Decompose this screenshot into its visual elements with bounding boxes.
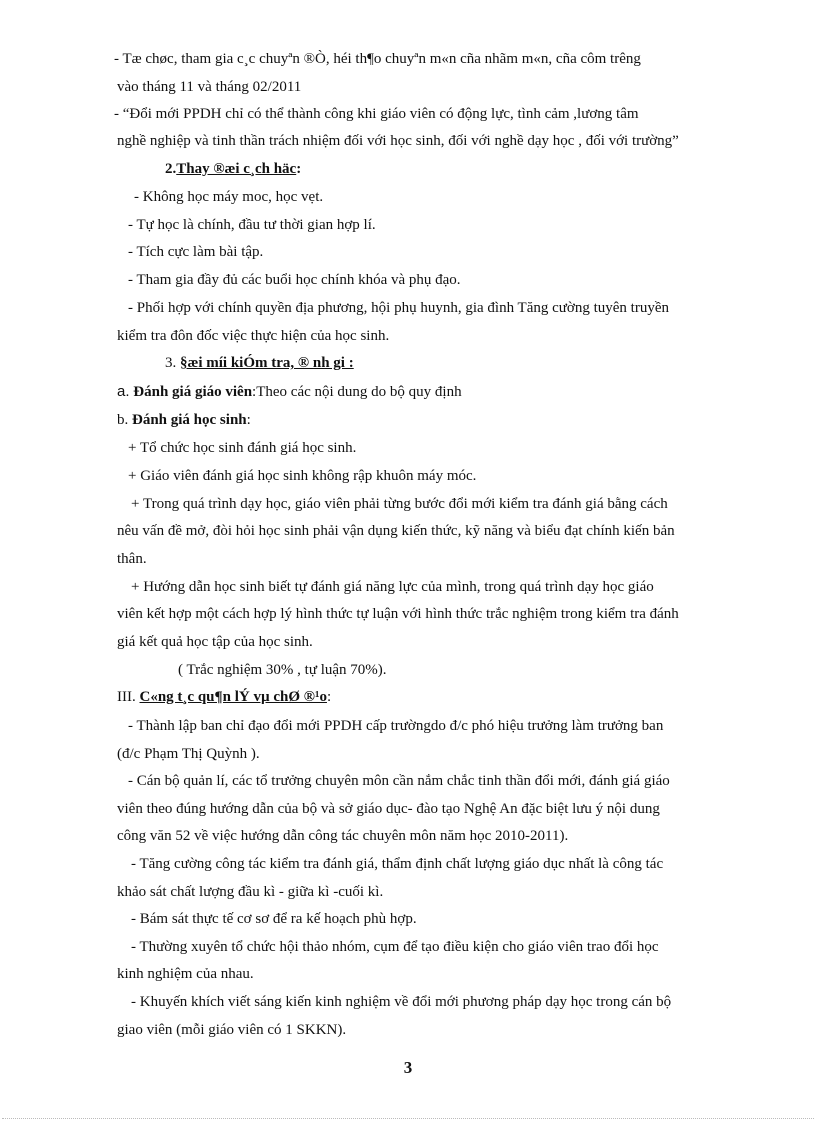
list-item: - Tích cực làm bài tập. <box>128 244 264 260</box>
subsection-title: Đánh giá học sinh <box>132 412 247 428</box>
ratio-note: ( Trắc nghiệm 30% , tự luận 70%). <box>178 662 387 678</box>
list-item: - Khuyến khích viết sáng kiến kinh nghiệm về đổi mới phương pháp dạy học trong cán bộ <box>131 994 672 1010</box>
quote-line: - “Đổi mới PPDH chỉ có thể thành công khi giáo viên có động lực, tình cảm ,lương tâm <box>114 106 639 122</box>
heading-text: §æi míi kiÓm tra, ® nh gi : <box>180 355 354 371</box>
quote-line: nghề nghiệp và tinh thần trách nhiệm đối với học sinh, đối với nghề dạy học , đối với trường” <box>117 133 679 149</box>
list-item: - Thường xuyên tổ chức hội thảo nhóm, cụm để tạo điều kiện cho giáo viên trao đổi học <box>131 939 659 955</box>
heading-colon: : <box>326 689 332 705</box>
section-2-heading <box>165 159 301 179</box>
list-item: - Tự học là chính, đầu tư thời gian hợp lí. <box>128 217 376 233</box>
paragraph-line: - Tæ chøc, tham gia c¸c chuyªn ®Ò, héi th¶o chuyªn m«n cña nhãm m«n, cña côm trêng <box>114 51 641 67</box>
list-item: - Tham gia đầy đủ các buổi học chính khóa và phụ đạo. <box>128 272 461 288</box>
list-item: + Tổ chức học sinh đánh giá học sinh. <box>128 440 357 456</box>
subsection-text: :Theo các nội dung do bộ quy định <box>252 384 462 400</box>
page-bottom-border <box>2 1118 814 1119</box>
list-item-continuation: viên kết hợp một cách hợp lý hình thức tự luận với hình thức trắc nghiệm trong kiểm tra đánh <box>117 606 679 622</box>
list-item-continuation: kiểm tra đôn đốc việc thực hiện của học sinh. <box>117 328 390 344</box>
section-iii-heading <box>117 687 331 707</box>
list-item-continuation: giá kết quả học tập của học sinh. <box>117 634 313 650</box>
list-item-continuation: công văn 52 về việc hướng dẫn công tác chuyên môn năm học 2010-2011). <box>117 828 569 844</box>
paragraph-line: vào tháng 11 và tháng 02/2011 <box>117 79 302 95</box>
list-item-continuation: (đ/c Phạm Thị Quỳnh ). <box>117 746 260 762</box>
list-item: - Phối hợp với chính quyền địa phương, hội phụ huynh, gia đình Tăng cường tuyên truyền <box>128 300 669 316</box>
list-item: + Hướng dẫn học sinh biết tự đánh giá năng lực của mình, trong quá trình dạy học giáo <box>131 579 654 595</box>
list-item: - Không học máy moc, học vẹt. <box>134 189 324 205</box>
subsection-a <box>117 382 462 402</box>
heading-colon: : <box>296 161 302 177</box>
list-item: - Cán bộ quản lí, các tổ trưởng chuyên môn cần nắm chắc tinh thần đổi mới, đánh giá giáo <box>128 773 670 789</box>
list-item-continuation: giao viên (mỗi giáo viên có 1 SKKN). <box>117 1022 347 1038</box>
list-item-continuation: kinh nghiệm của nhau. <box>117 966 254 982</box>
heading-roman: III. <box>117 689 136 705</box>
heading-text: C«ng t¸c qu¶n lÝ vµ chØ ®¹o <box>139 689 327 705</box>
list-item: + Giáo viên đánh giá học sinh không rập khuôn máy móc. <box>128 468 477 484</box>
subsection-label: b. <box>117 412 129 428</box>
list-item: - Tăng cường công tác kiểm tra đánh giá, thẩm định chất lượng giáo dục nhất là công tác <box>131 856 664 872</box>
subsection-title: Đánh giá giáo viên <box>133 384 253 400</box>
list-item-continuation: thân. <box>117 551 147 567</box>
subsection-text: : <box>246 412 251 428</box>
list-item: + Trong quá trình dạy học, giáo viên phải từng bước đổi mới kiểm tra đánh giá bằng cách <box>131 496 668 512</box>
section-3-heading <box>165 353 354 373</box>
list-item: - Thành lập ban chỉ đạo đổi mới PPDH cấp trườngdo đ/c phó hiệu trưởng làm trưởng ban <box>128 718 664 734</box>
list-item-continuation: viên theo đúng hướng dẫn của bộ và sở giáo dục- đào tạo Nghệ An đặc biệt lưu ý nội dung <box>117 801 660 817</box>
list-item-continuation: nêu vấn đề mở, đòi hỏi học sinh phải vận dụng kiến thức, kỹ năng và biểu đạt chính kiến bản <box>117 523 675 539</box>
page-number: 3 <box>403 1058 413 1077</box>
heading-text: Thay ®æi c¸ch häc <box>176 161 297 177</box>
list-item: - Bám sát thực tế cơ sơ để ra kế hoạch phù hợp. <box>131 911 417 927</box>
heading-number: 3. <box>165 355 177 371</box>
subsection-label: a. <box>117 383 130 400</box>
list-item-continuation: khảo sát chất lượng đầu kì - giữa kì -cuối kì. <box>117 884 384 900</box>
heading-number: 2. <box>165 161 177 177</box>
subsection-b <box>117 410 251 430</box>
